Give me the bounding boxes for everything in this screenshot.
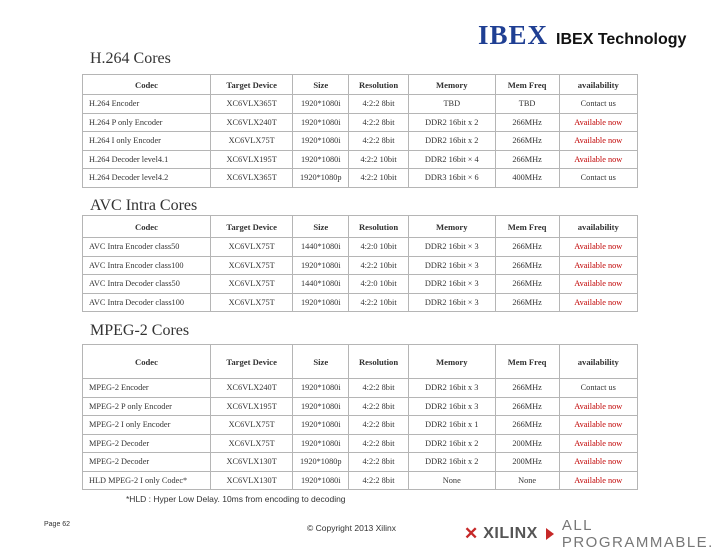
cell-availability: Available now: [559, 453, 637, 472]
cell-memory: DDR2 16bit x 2: [408, 434, 495, 453]
header-mem-freq: Mem Freq: [495, 75, 559, 95]
header-resolution: Resolution: [349, 75, 409, 95]
cell-size: 1920*1080i: [293, 256, 349, 275]
header-resolution: Resolution: [349, 216, 409, 238]
header-availability: availability: [559, 345, 637, 379]
cell-availability: Available now: [559, 238, 637, 257]
cell-mem-freq: 266MHz: [495, 256, 559, 275]
cell-resolution: 4:2:2 8bit: [349, 379, 409, 398]
cell-memory: DDR2 16bit x 2: [408, 113, 495, 132]
cell-size: 1440*1080i: [293, 275, 349, 294]
cell-size: 1920*1080i: [293, 132, 349, 151]
ibex-logo-mark: IBEX: [478, 20, 549, 50]
cell-mem-freq: 266MHz: [495, 416, 559, 435]
cell-availability: Available now: [559, 471, 637, 490]
cell-size: 1920*1080i: [293, 434, 349, 453]
table-header-row: [83, 345, 638, 379]
cell-mem-freq: 266MHz: [495, 150, 559, 169]
header-target-device: Target Device: [210, 216, 293, 238]
cell-availability: Available now: [559, 397, 637, 416]
xilinx-tagline: ALL PROGRAMMABLE.: [561, 517, 714, 551]
cell-size: 1920*1080p: [293, 169, 349, 188]
cell-memory: DDR3 16bit × 6: [408, 169, 495, 188]
cell-memory: DDR2 16bit x 2: [408, 453, 495, 472]
cell-availability: Contact us: [559, 169, 637, 188]
table-row: [83, 416, 638, 435]
header-codec: Codec: [83, 216, 211, 238]
cell-resolution: 4:2:2 8bit: [349, 397, 409, 416]
cell-mem-freq: 200MHz: [495, 434, 559, 453]
ibex-logo: [478, 20, 686, 51]
cell-size: 1920*1080i: [293, 113, 349, 132]
cell-resolution: 4:2:0 10bit: [349, 275, 409, 294]
cell-availability: Available now: [559, 256, 637, 275]
cell-codec: MPEG-2 Decoder: [83, 453, 211, 472]
section-title-mpeg2: MPEG-2 Cores: [90, 322, 190, 339]
cell-codec: H.264 Decoder level4.2: [83, 169, 211, 188]
cell-size: 1920*1080i: [293, 150, 349, 169]
cell-availability: Available now: [559, 293, 637, 312]
table-row: [83, 275, 638, 294]
cell-availability: Available now: [559, 113, 637, 132]
ibex-logo-text: IBEX Technology: [556, 31, 687, 48]
cell-resolution: 4:2:2 8bit: [349, 113, 409, 132]
cell-memory: DDR2 16bit × 3: [408, 293, 495, 312]
table-row: [83, 132, 638, 151]
cell-codec: H.264 Encoder: [83, 95, 211, 114]
cell-target-device: XC6VLX75T: [210, 238, 293, 257]
header-codec: Codec: [83, 75, 211, 95]
cell-mem-freq: TBD: [495, 95, 559, 114]
table-row: [83, 150, 638, 169]
cell-codec: AVC Intra Encoder class100: [83, 256, 211, 275]
table-row: [83, 169, 638, 188]
cell-size: 1920*1080i: [293, 95, 349, 114]
cell-memory: DDR2 16bit x 1: [408, 416, 495, 435]
table-row: [83, 397, 638, 416]
cell-codec: H.264 Decoder level4.1: [83, 150, 211, 169]
page-number: Page 62: [44, 521, 71, 528]
cell-mem-freq: 266MHz: [495, 113, 559, 132]
cell-mem-freq: 266MHz: [495, 275, 559, 294]
cell-memory: DDR2 16bit × 3: [408, 275, 495, 294]
xilinx-x-icon: ✕: [464, 524, 479, 543]
table-row: [83, 434, 638, 453]
mpeg2-cores-table: [82, 344, 638, 490]
section-title-h264: H.264 Cores: [90, 50, 171, 67]
cell-target-device: XC6VLX130T: [210, 471, 293, 490]
cell-size: 1440*1080i: [293, 238, 349, 257]
cell-resolution: 4:2:2 10bit: [349, 293, 409, 312]
cell-resolution: 4:2:0 10bit: [349, 238, 409, 257]
cell-size: 1920*1080i: [293, 379, 349, 398]
cell-availability: Available now: [559, 275, 637, 294]
cell-codec: H.264 P only Encoder: [83, 113, 211, 132]
header-target-device: Target Device: [210, 75, 293, 95]
cell-resolution: 4:2:2 8bit: [349, 416, 409, 435]
header-size: Size: [293, 216, 349, 238]
cell-target-device: XC6VLX195T: [210, 397, 293, 416]
table-row: [83, 379, 638, 398]
table-row: [83, 453, 638, 472]
header-mem-freq: Mem Freq: [495, 216, 559, 238]
cell-resolution: 4:2:2 10bit: [349, 256, 409, 275]
cell-memory: TBD: [408, 95, 495, 114]
cell-codec: AVC Intra Decoder class50: [83, 275, 211, 294]
header-target-device: Target Device: [210, 345, 293, 379]
cell-mem-freq: 266MHz: [495, 379, 559, 398]
cell-codec: H.264 I only Encoder: [83, 132, 211, 151]
cell-codec: MPEG-2 Decoder: [83, 434, 211, 453]
cell-resolution: 4:2:2 10bit: [349, 169, 409, 188]
cell-codec: MPEG-2 Encoder: [83, 379, 211, 398]
table-row: [83, 95, 638, 114]
cell-target-device: XC6VLX195T: [210, 150, 293, 169]
header-memory: Memory: [408, 216, 495, 238]
cell-target-device: XC6VLX365T: [210, 95, 293, 114]
header-memory: Memory: [408, 75, 495, 95]
cell-target-device: XC6VLX240T: [210, 379, 293, 398]
cell-mem-freq: 200MHz: [495, 453, 559, 472]
cell-size: 1920*1080i: [293, 397, 349, 416]
header-size: Size: [293, 75, 349, 95]
cell-memory: DDR2 16bit × 3: [408, 256, 495, 275]
cell-memory: None: [408, 471, 495, 490]
cell-memory: DDR2 16bit × 3: [408, 238, 495, 257]
xilinx-logo: [464, 517, 720, 551]
cell-codec: AVC Intra Encoder class50: [83, 238, 211, 257]
cell-availability: Available now: [559, 434, 637, 453]
cell-target-device: XC6VLX75T: [210, 132, 293, 151]
table-row: [83, 113, 638, 132]
cell-target-device: XC6VLX75T: [210, 434, 293, 453]
avc-intra-cores-table: [82, 215, 638, 312]
header-resolution: Resolution: [349, 345, 409, 379]
h264-cores-table: [82, 74, 638, 188]
table-header-row: [83, 216, 638, 238]
cell-target-device: XC6VLX240T: [210, 113, 293, 132]
cell-size: 1920*1080p: [293, 453, 349, 472]
cell-codec: MPEG-2 I only Encoder: [83, 416, 211, 435]
cell-resolution: 4:2:2 10bit: [349, 150, 409, 169]
cell-resolution: 4:2:2 8bit: [349, 434, 409, 453]
cell-mem-freq: 266MHz: [495, 293, 559, 312]
cell-resolution: 4:2:2 8bit: [349, 132, 409, 151]
header-mem-freq: Mem Freq: [495, 345, 559, 379]
table-row: [83, 293, 638, 312]
cell-memory: DDR2 16bit x 3: [408, 379, 495, 398]
cell-memory: DDR2 16bit × 4: [408, 150, 495, 169]
cell-target-device: XC6VLX75T: [210, 256, 293, 275]
cell-target-device: XC6VLX365T: [210, 169, 293, 188]
header-availability: availability: [559, 75, 637, 95]
cell-memory: DDR2 16bit x 3: [408, 397, 495, 416]
cell-mem-freq: None: [495, 471, 559, 490]
header-size: Size: [293, 345, 349, 379]
cell-mem-freq: 400MHz: [495, 169, 559, 188]
header-codec: Codec: [83, 345, 211, 379]
xilinx-brand: XILINX: [483, 525, 538, 542]
cell-availability: Available now: [559, 132, 637, 151]
cell-resolution: 4:2:2 8bit: [349, 95, 409, 114]
cell-size: 1920*1080i: [293, 293, 349, 312]
copyright: © Copyright 2013 Xilinx: [307, 523, 396, 533]
cell-availability: Contact us: [559, 379, 637, 398]
header-memory: Memory: [408, 345, 495, 379]
cell-mem-freq: 266MHz: [495, 397, 559, 416]
cell-target-device: XC6VLX130T: [210, 453, 293, 472]
table-row: [83, 256, 638, 275]
cell-size: 1920*1080i: [293, 416, 349, 435]
cell-codec: MPEG-2 P only Encoder: [83, 397, 211, 416]
section-title-avc-intra: AVC Intra Cores: [90, 197, 198, 214]
cell-availability: Available now: [559, 150, 637, 169]
table-row: [83, 471, 638, 490]
cell-availability: Contact us: [559, 95, 637, 114]
cell-size: 1920*1080i: [293, 471, 349, 490]
cell-target-device: XC6VLX75T: [210, 293, 293, 312]
table-header-row: [83, 75, 638, 95]
cell-resolution: 4:2:2 8bit: [349, 453, 409, 472]
arrow-right-icon: [546, 528, 554, 540]
footnote: *HLD : Hyper Low Delay. 10ms from encoding to decoding: [126, 494, 346, 504]
cell-codec: AVC Intra Decoder class100: [83, 293, 211, 312]
header-availability: availability: [559, 216, 637, 238]
cell-mem-freq: 266MHz: [495, 238, 559, 257]
cell-memory: DDR2 16bit x 2: [408, 132, 495, 151]
cell-target-device: XC6VLX75T: [210, 275, 293, 294]
cell-resolution: 4:2:2 8bit: [349, 471, 409, 490]
cell-mem-freq: 266MHz: [495, 132, 559, 151]
table-row: [83, 238, 638, 257]
cell-target-device: XC6VLX75T: [210, 416, 293, 435]
cell-codec: HLD MPEG-2 I only Codec*: [83, 471, 211, 490]
cell-availability: Available now: [559, 416, 637, 435]
